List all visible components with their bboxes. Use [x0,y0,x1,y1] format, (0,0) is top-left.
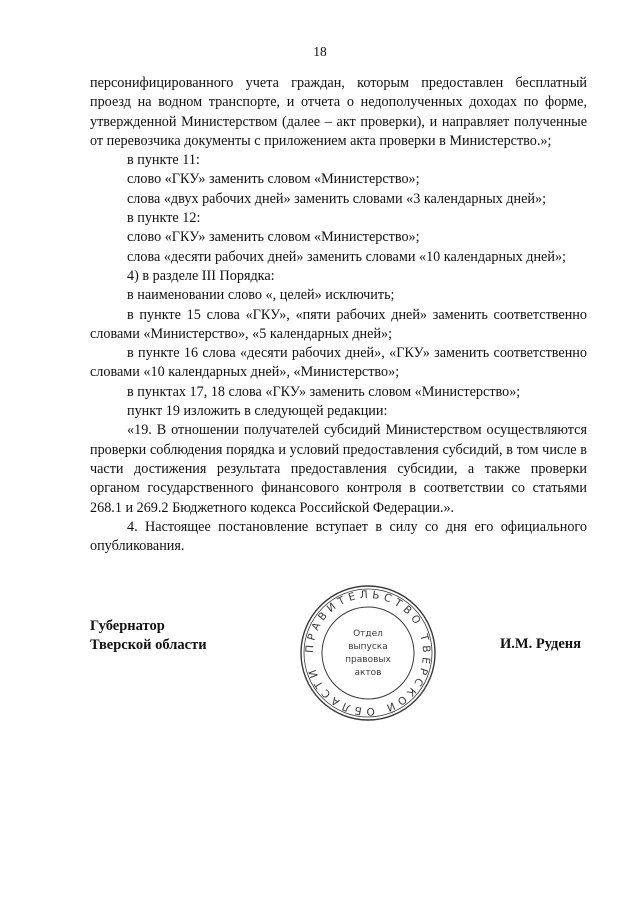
paragraph: в наименовании слово «, целей» исключить; [127,287,395,304]
stamp-center-line: правовых [345,655,391,665]
paragraph: слово «ГКУ» заменить словом «Министерство»; [127,171,420,188]
paragraph: слова «двух рабочих дней» заменить словами «3 календарных дней»; [127,190,547,207]
paragraph: «19. В отношении получателей субсидий Министерством осуществляются проверки соблюдения порядка и условий предоставления субсидий, в том числе в части достижения результата предоставления субсидии, а также проверки органом государственного финансового контроля в соответствии со статьями 268.1 и 269.2 Бюджетного кодекса Российской Федерации.». [90,422,587,516]
paragraph: 4) в разделе III Порядка: [127,267,275,284]
signatory-title [90,617,207,655]
signatory-region: Тверской области [90,637,207,653]
stamp-center-line: актов [354,668,382,678]
paragraph: персонифицированного учета граждан, которым предоставлен бесплатный проезд на водном транспорте, и отчета о недополученных доходах по форме, утвержденной Министерством (далее – акт проверки), и направляет полученные от перевозчика документы с приложением акта проверки в Министерство.»; [90,75,587,149]
paragraph: в пункте 15 слова «ГКУ», «пяти рабочих дней» заменить соответственно словами «Министерство», «5 календарных дней»; [90,306,587,342]
stamp-center-line: выпуска [348,642,388,652]
paragraph: слово «ГКУ» заменить словом «Министерство»; [127,229,420,246]
paragraph: слова «десяти рабочих дней» заменить словами «10 календарных дней»; [127,248,566,265]
signatory-name: И.М. Руденя [500,636,582,652]
paragraph: 4. Настоящее постановление вступает в силу со дня его официального опубликования. [90,518,587,555]
paragraph: в пункте 16 слова «десяти рабочих дней», «ГКУ» заменить соответственно словами «10 календарных дней», «Министерство»; [90,345,587,381]
stamp-ring-text: ПРАВИТЕЛЬСТВО ТВЕРСКОЙ ОБЛАСТИ [303,588,433,718]
signatory-position: Губернатор [90,618,165,634]
paragraph: в пунктах 17, 18 слова «ГКУ» заменить словом «Министерство»; [127,383,521,400]
document-body [90,74,587,556]
official-stamp [298,583,438,723]
stamp-center-line: Отдел [353,629,383,639]
paragraph: в пункте 12: [127,210,201,227]
page-number: 18 [313,44,327,59]
svg-text:ПРАВИТЕЛЬСТВО ТВЕРСКОЙ ОБЛАСТИ [304,589,432,717]
paragraph: в пункте 11: [127,152,200,169]
paragraph: пункт 19 изложить в следующей редакции: [127,403,388,420]
